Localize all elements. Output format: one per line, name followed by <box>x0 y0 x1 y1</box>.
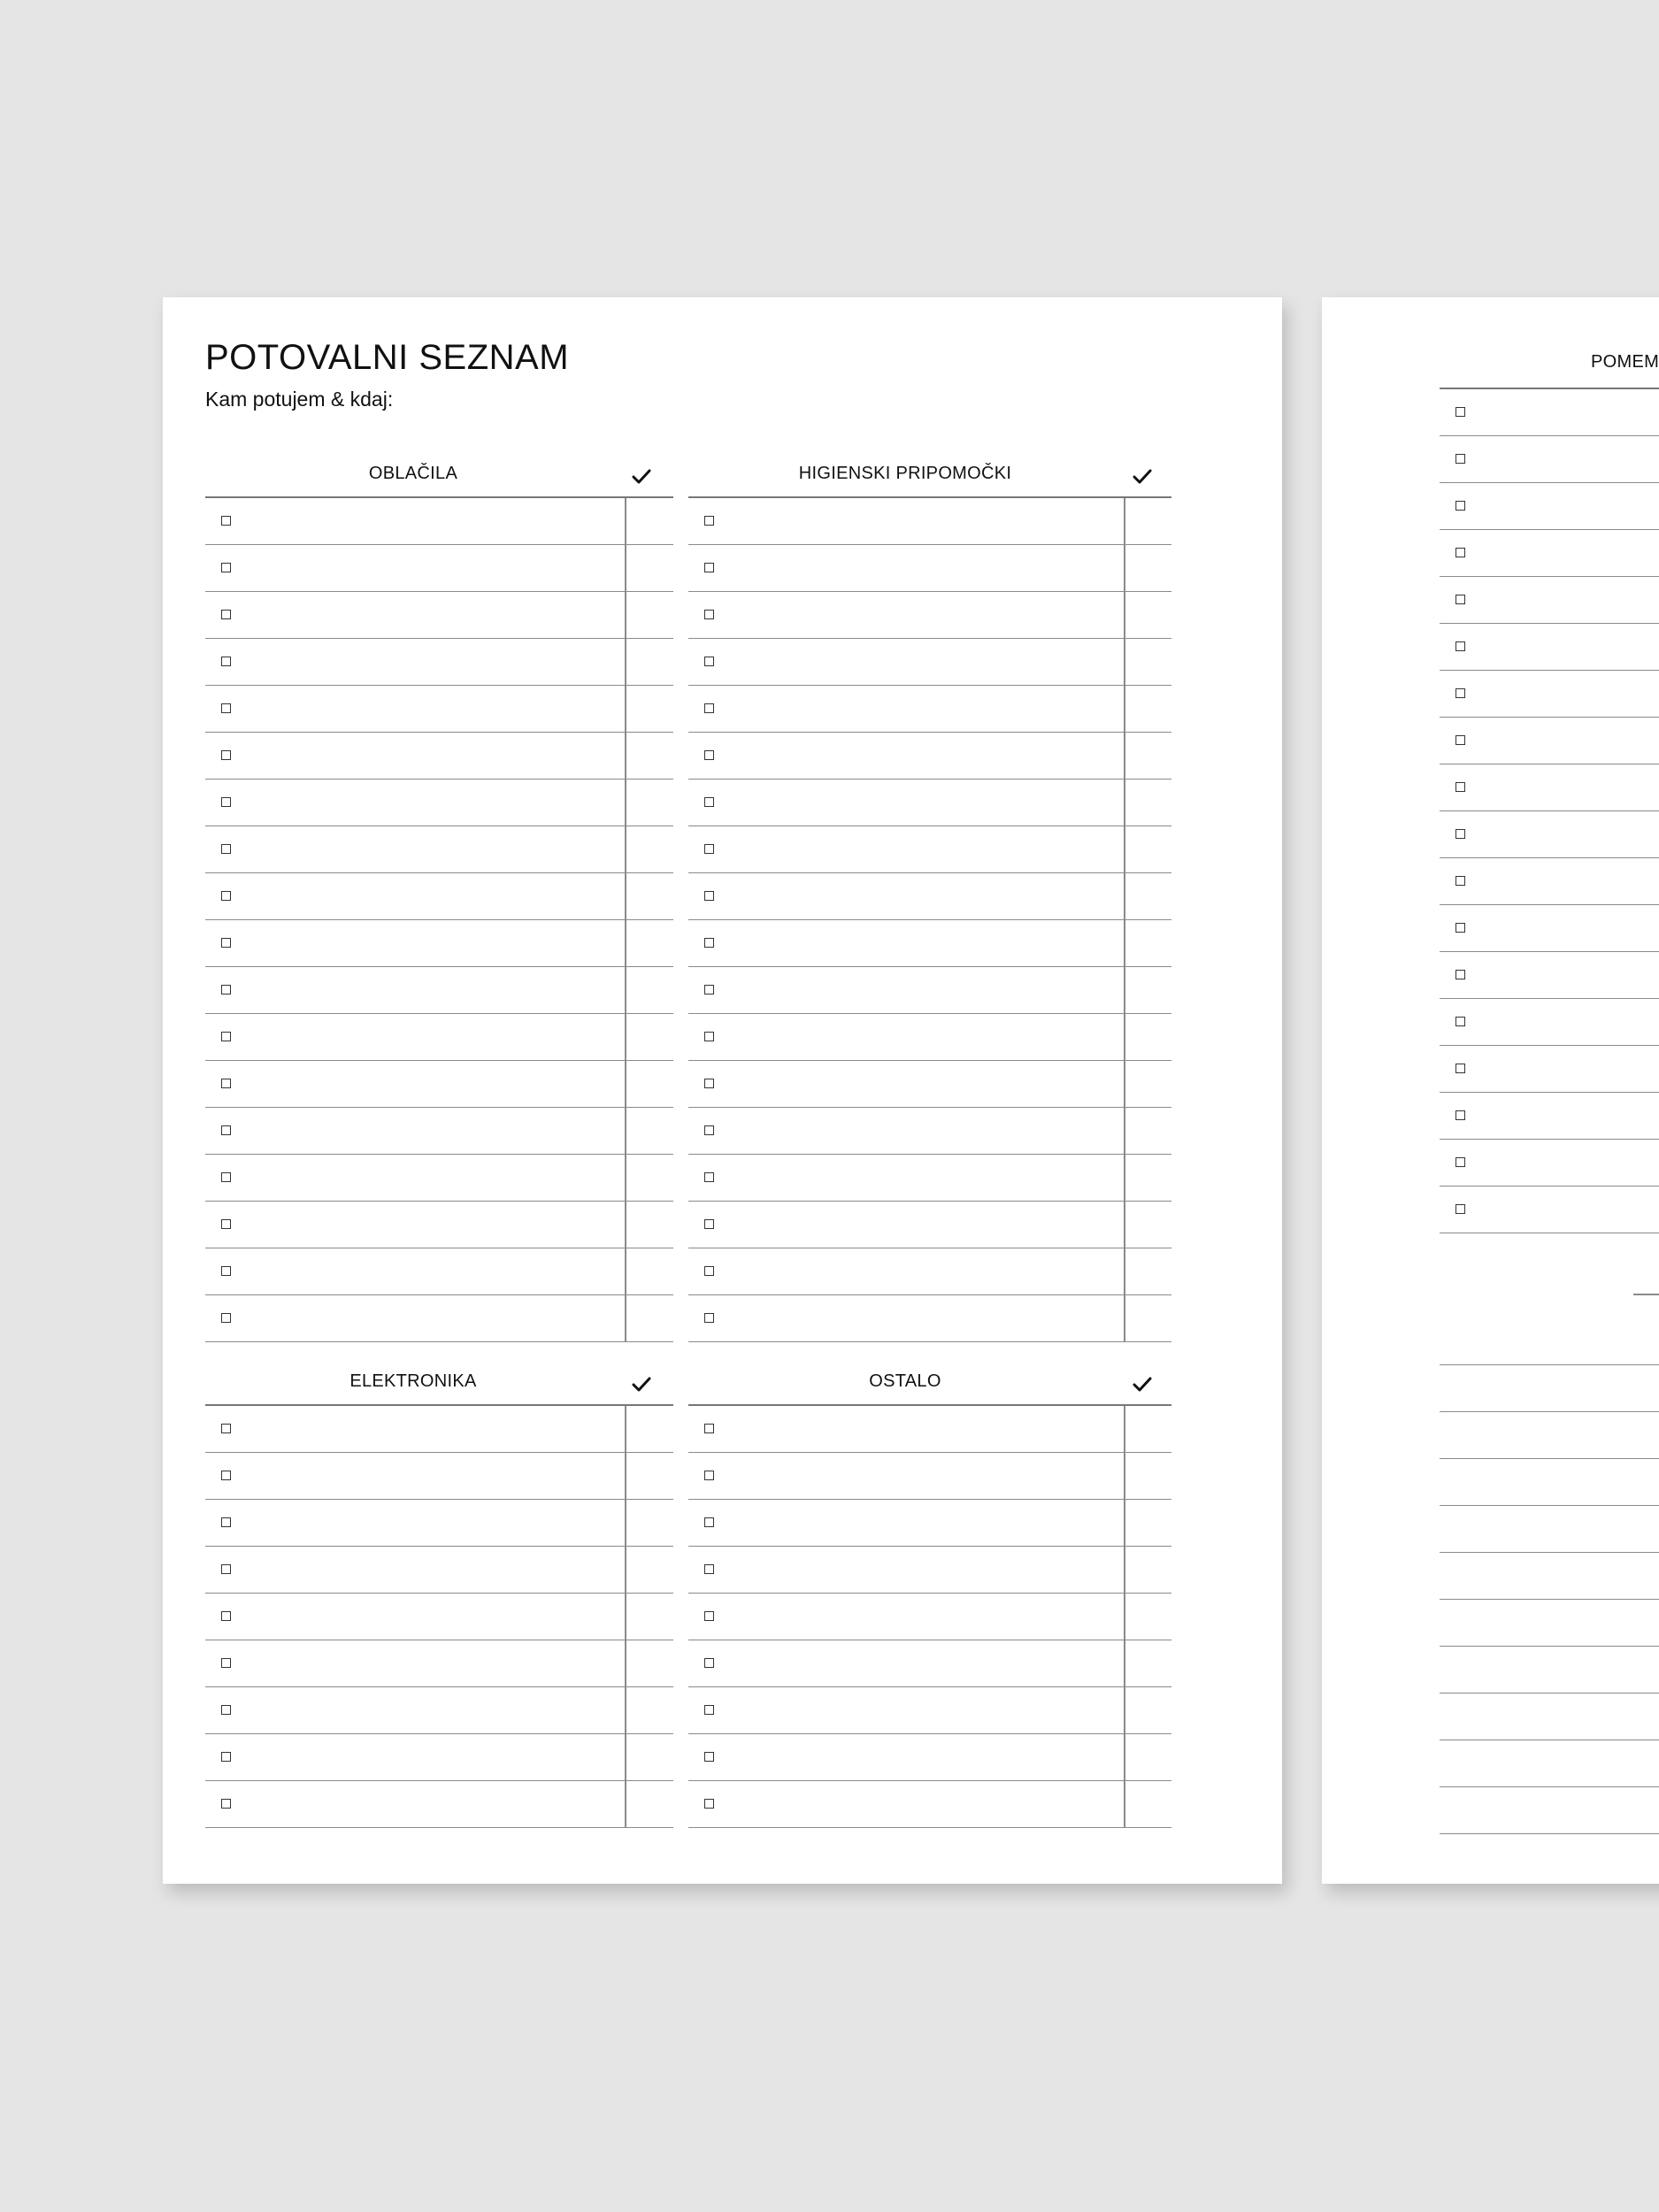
checkbox[interactable] <box>704 563 714 572</box>
list-item[interactable] <box>688 498 1171 545</box>
note-line[interactable] <box>1440 1411 1659 1458</box>
checklist-section <box>688 458 1171 1342</box>
list-item[interactable] <box>205 1014 673 1061</box>
checkbox[interactable] <box>1455 829 1465 839</box>
list-item[interactable] <box>205 1594 673 1640</box>
section-title: OBLAČILA <box>368 464 458 483</box>
checkbox[interactable] <box>1455 1017 1465 1026</box>
list-item[interactable] <box>688 1061 1171 1108</box>
checkbox[interactable] <box>221 1611 231 1621</box>
page-right <box>1322 297 1659 1884</box>
list-item[interactable] <box>688 1202 1171 1248</box>
list-item[interactable] <box>205 1108 673 1155</box>
checkbox[interactable] <box>1455 1157 1465 1167</box>
checklist-section <box>688 1366 1171 1828</box>
checkbox[interactable] <box>221 891 231 901</box>
list-item[interactable] <box>205 780 673 826</box>
list-item[interactable] <box>1440 624 1659 671</box>
checkbox[interactable] <box>1455 1204 1465 1214</box>
checkbox[interactable] <box>1455 923 1465 933</box>
checkbox[interactable] <box>221 797 231 807</box>
checkbox[interactable] <box>221 563 231 572</box>
checkbox[interactable] <box>704 703 714 713</box>
note-line[interactable] <box>1440 1599 1659 1646</box>
notes-lines <box>1440 1364 1659 1880</box>
checkbox[interactable] <box>704 1611 714 1621</box>
checkbox[interactable] <box>221 1471 231 1480</box>
list-item[interactable] <box>205 873 673 920</box>
checkbox[interactable] <box>704 1517 714 1527</box>
list-item[interactable] <box>205 1547 673 1594</box>
note-line[interactable] <box>1440 1833 1659 1880</box>
checkbox[interactable] <box>221 750 231 760</box>
list-item[interactable] <box>1440 1046 1659 1093</box>
checkbox[interactable] <box>704 1172 714 1182</box>
checklist-rows <box>205 1406 673 1828</box>
list-item[interactable] <box>688 873 1171 920</box>
section-title: ELEKTRONIKA <box>349 1371 477 1391</box>
list-item[interactable] <box>688 780 1171 826</box>
checkbox[interactable] <box>221 1705 231 1715</box>
list-item[interactable] <box>205 545 673 592</box>
checkbox[interactable] <box>704 1125 714 1135</box>
list-item[interactable] <box>1440 530 1659 577</box>
list-item[interactable] <box>688 1687 1171 1734</box>
checklist-rows <box>205 498 673 1342</box>
list-item[interactable] <box>688 1781 1171 1828</box>
list-item[interactable] <box>1440 1187 1659 1233</box>
checkbox[interactable] <box>704 797 714 807</box>
list-item[interactable] <box>1440 436 1659 483</box>
checkbox[interactable] <box>221 844 231 854</box>
section-title: HIGIENSKI PRIPOMOČKI <box>798 464 1012 483</box>
list-item[interactable] <box>1440 483 1659 530</box>
list-item[interactable] <box>205 592 673 639</box>
list-item[interactable] <box>1440 764 1659 811</box>
list-item[interactable] <box>688 733 1171 780</box>
list-item[interactable] <box>1440 1140 1659 1187</box>
list-item[interactable] <box>688 1155 1171 1202</box>
checkbox[interactable] <box>221 703 231 713</box>
checkbox[interactable] <box>221 1517 231 1527</box>
checkbox[interactable] <box>704 750 714 760</box>
list-item[interactable] <box>688 686 1171 733</box>
list-item[interactable] <box>205 1202 673 1248</box>
checkbox[interactable] <box>704 844 714 854</box>
checkbox[interactable] <box>221 657 231 666</box>
list-item[interactable] <box>205 1155 673 1202</box>
note-line[interactable] <box>1440 1740 1659 1786</box>
list-item[interactable] <box>688 545 1171 592</box>
page-left <box>163 297 1282 1884</box>
list-item[interactable] <box>688 1547 1171 1594</box>
list-item[interactable] <box>205 1453 673 1500</box>
checklist-rows <box>688 498 1171 1342</box>
checkbox[interactable] <box>704 516 714 526</box>
note-line[interactable] <box>1440 1552 1659 1599</box>
checkbox[interactable] <box>221 610 231 619</box>
list-item[interactable] <box>688 1248 1171 1295</box>
note-line[interactable] <box>1440 1505 1659 1552</box>
checkbox[interactable] <box>221 1219 231 1229</box>
checkbox[interactable] <box>704 938 714 948</box>
note-line[interactable] <box>1440 1693 1659 1740</box>
section-title: OSTALO <box>869 1371 941 1391</box>
checkbox[interactable] <box>1455 548 1465 557</box>
checkbox[interactable] <box>1455 454 1465 464</box>
checkbox[interactable] <box>704 1219 714 1229</box>
checkbox[interactable] <box>221 1752 231 1762</box>
list-item[interactable] <box>688 1500 1171 1547</box>
checklist-rows <box>688 1406 1171 1828</box>
note-line[interactable] <box>1440 1786 1659 1833</box>
list-item[interactable] <box>688 1640 1171 1687</box>
list-item[interactable] <box>688 639 1171 686</box>
section-title-notes: POMEM <box>1591 352 1659 372</box>
checkbox[interactable] <box>704 1266 714 1276</box>
check-column-divider <box>625 498 626 1342</box>
destination-label: Kam potujem & kdaj: <box>205 388 394 411</box>
list-item[interactable] <box>205 967 673 1014</box>
checkbox[interactable] <box>221 1172 231 1182</box>
checkbox[interactable] <box>704 1313 714 1323</box>
checkbox[interactable] <box>221 516 231 526</box>
list-item[interactable] <box>688 1014 1171 1061</box>
list-item[interactable] <box>205 1640 673 1687</box>
list-item[interactable] <box>205 920 673 967</box>
checklist <box>1440 389 1659 1233</box>
list-item[interactable] <box>688 1406 1171 1453</box>
check-icon <box>630 465 653 488</box>
list-item[interactable] <box>1440 811 1659 858</box>
checkbox[interactable] <box>1455 407 1465 417</box>
list-item[interactable] <box>205 826 673 873</box>
checklist-section <box>205 458 673 1342</box>
list-item[interactable] <box>1440 952 1659 999</box>
list-item[interactable] <box>688 826 1171 873</box>
note-line[interactable] <box>1440 1458 1659 1505</box>
list-item[interactable] <box>205 1295 673 1342</box>
list-item[interactable] <box>1440 905 1659 952</box>
check-column-divider <box>625 1406 626 1828</box>
checkbox[interactable] <box>704 891 714 901</box>
checkbox[interactable] <box>704 1032 714 1041</box>
checkbox[interactable] <box>221 1424 231 1433</box>
list-item[interactable] <box>688 967 1171 1014</box>
list-item[interactable] <box>205 1248 673 1295</box>
checkbox[interactable] <box>704 1471 714 1480</box>
checkbox[interactable] <box>1455 782 1465 792</box>
short-divider <box>1633 1294 1659 1295</box>
list-item[interactable] <box>1440 718 1659 764</box>
list-item[interactable] <box>1440 999 1659 1046</box>
check-icon <box>1131 1373 1154 1396</box>
list-item[interactable] <box>688 1453 1171 1500</box>
checkbox[interactable] <box>1455 501 1465 511</box>
checkbox[interactable] <box>1455 595 1465 604</box>
list-item[interactable] <box>205 1687 673 1734</box>
note-line[interactable] <box>1440 1646 1659 1693</box>
checkbox[interactable] <box>221 1125 231 1135</box>
list-item[interactable] <box>688 1295 1171 1342</box>
checkbox[interactable] <box>1455 688 1465 698</box>
list-item[interactable] <box>205 1734 673 1781</box>
checkbox[interactable] <box>221 1564 231 1574</box>
list-item[interactable] <box>205 733 673 780</box>
checkbox[interactable] <box>1455 1064 1465 1073</box>
list-item[interactable] <box>205 686 673 733</box>
check-column-divider <box>1124 1406 1125 1828</box>
checkbox[interactable] <box>221 938 231 948</box>
checkbox[interactable] <box>221 1032 231 1041</box>
checkbox[interactable] <box>221 1079 231 1088</box>
check-icon <box>630 1373 653 1396</box>
checkbox[interactable] <box>1455 970 1465 979</box>
list-item[interactable] <box>1440 1093 1659 1140</box>
checklist-section <box>205 1366 673 1828</box>
checkbox[interactable] <box>704 1658 714 1668</box>
list-item[interactable] <box>688 1734 1171 1781</box>
checkbox[interactable] <box>704 657 714 666</box>
list-item[interactable] <box>688 920 1171 967</box>
checkbox[interactable] <box>221 1799 231 1809</box>
list-item[interactable] <box>205 1781 673 1828</box>
checkbox[interactable] <box>704 1705 714 1715</box>
checkbox[interactable] <box>704 1079 714 1088</box>
list-item[interactable] <box>1440 577 1659 624</box>
page-title: POTOVALNI SEZNAM <box>205 338 570 377</box>
list-item[interactable] <box>688 1594 1171 1640</box>
list-item[interactable] <box>205 1406 673 1453</box>
checkbox[interactable] <box>1455 876 1465 886</box>
checkbox[interactable] <box>704 610 714 619</box>
note-line[interactable] <box>1440 1364 1659 1411</box>
list-item[interactable] <box>205 1061 673 1108</box>
list-item[interactable] <box>205 1500 673 1547</box>
list-item[interactable] <box>1440 858 1659 905</box>
check-icon <box>1131 465 1154 488</box>
checkbox[interactable] <box>221 1266 231 1276</box>
check-column-divider <box>1124 498 1125 1342</box>
checkbox[interactable] <box>221 1313 231 1323</box>
checkbox[interactable] <box>704 1424 714 1433</box>
checkbox[interactable] <box>1455 1110 1465 1120</box>
checkbox[interactable] <box>704 1752 714 1762</box>
list-item[interactable] <box>205 498 673 545</box>
list-item[interactable] <box>1440 671 1659 718</box>
checkbox[interactable] <box>221 985 231 995</box>
checkbox[interactable] <box>221 1658 231 1668</box>
list-item[interactable] <box>688 592 1171 639</box>
list-item[interactable] <box>1440 389 1659 436</box>
checkbox[interactable] <box>1455 735 1465 745</box>
checkbox[interactable] <box>704 985 714 995</box>
checkbox[interactable] <box>704 1799 714 1809</box>
checkbox[interactable] <box>704 1564 714 1574</box>
list-item[interactable] <box>688 1108 1171 1155</box>
list-item[interactable] <box>205 639 673 686</box>
checkbox[interactable] <box>1455 641 1465 651</box>
